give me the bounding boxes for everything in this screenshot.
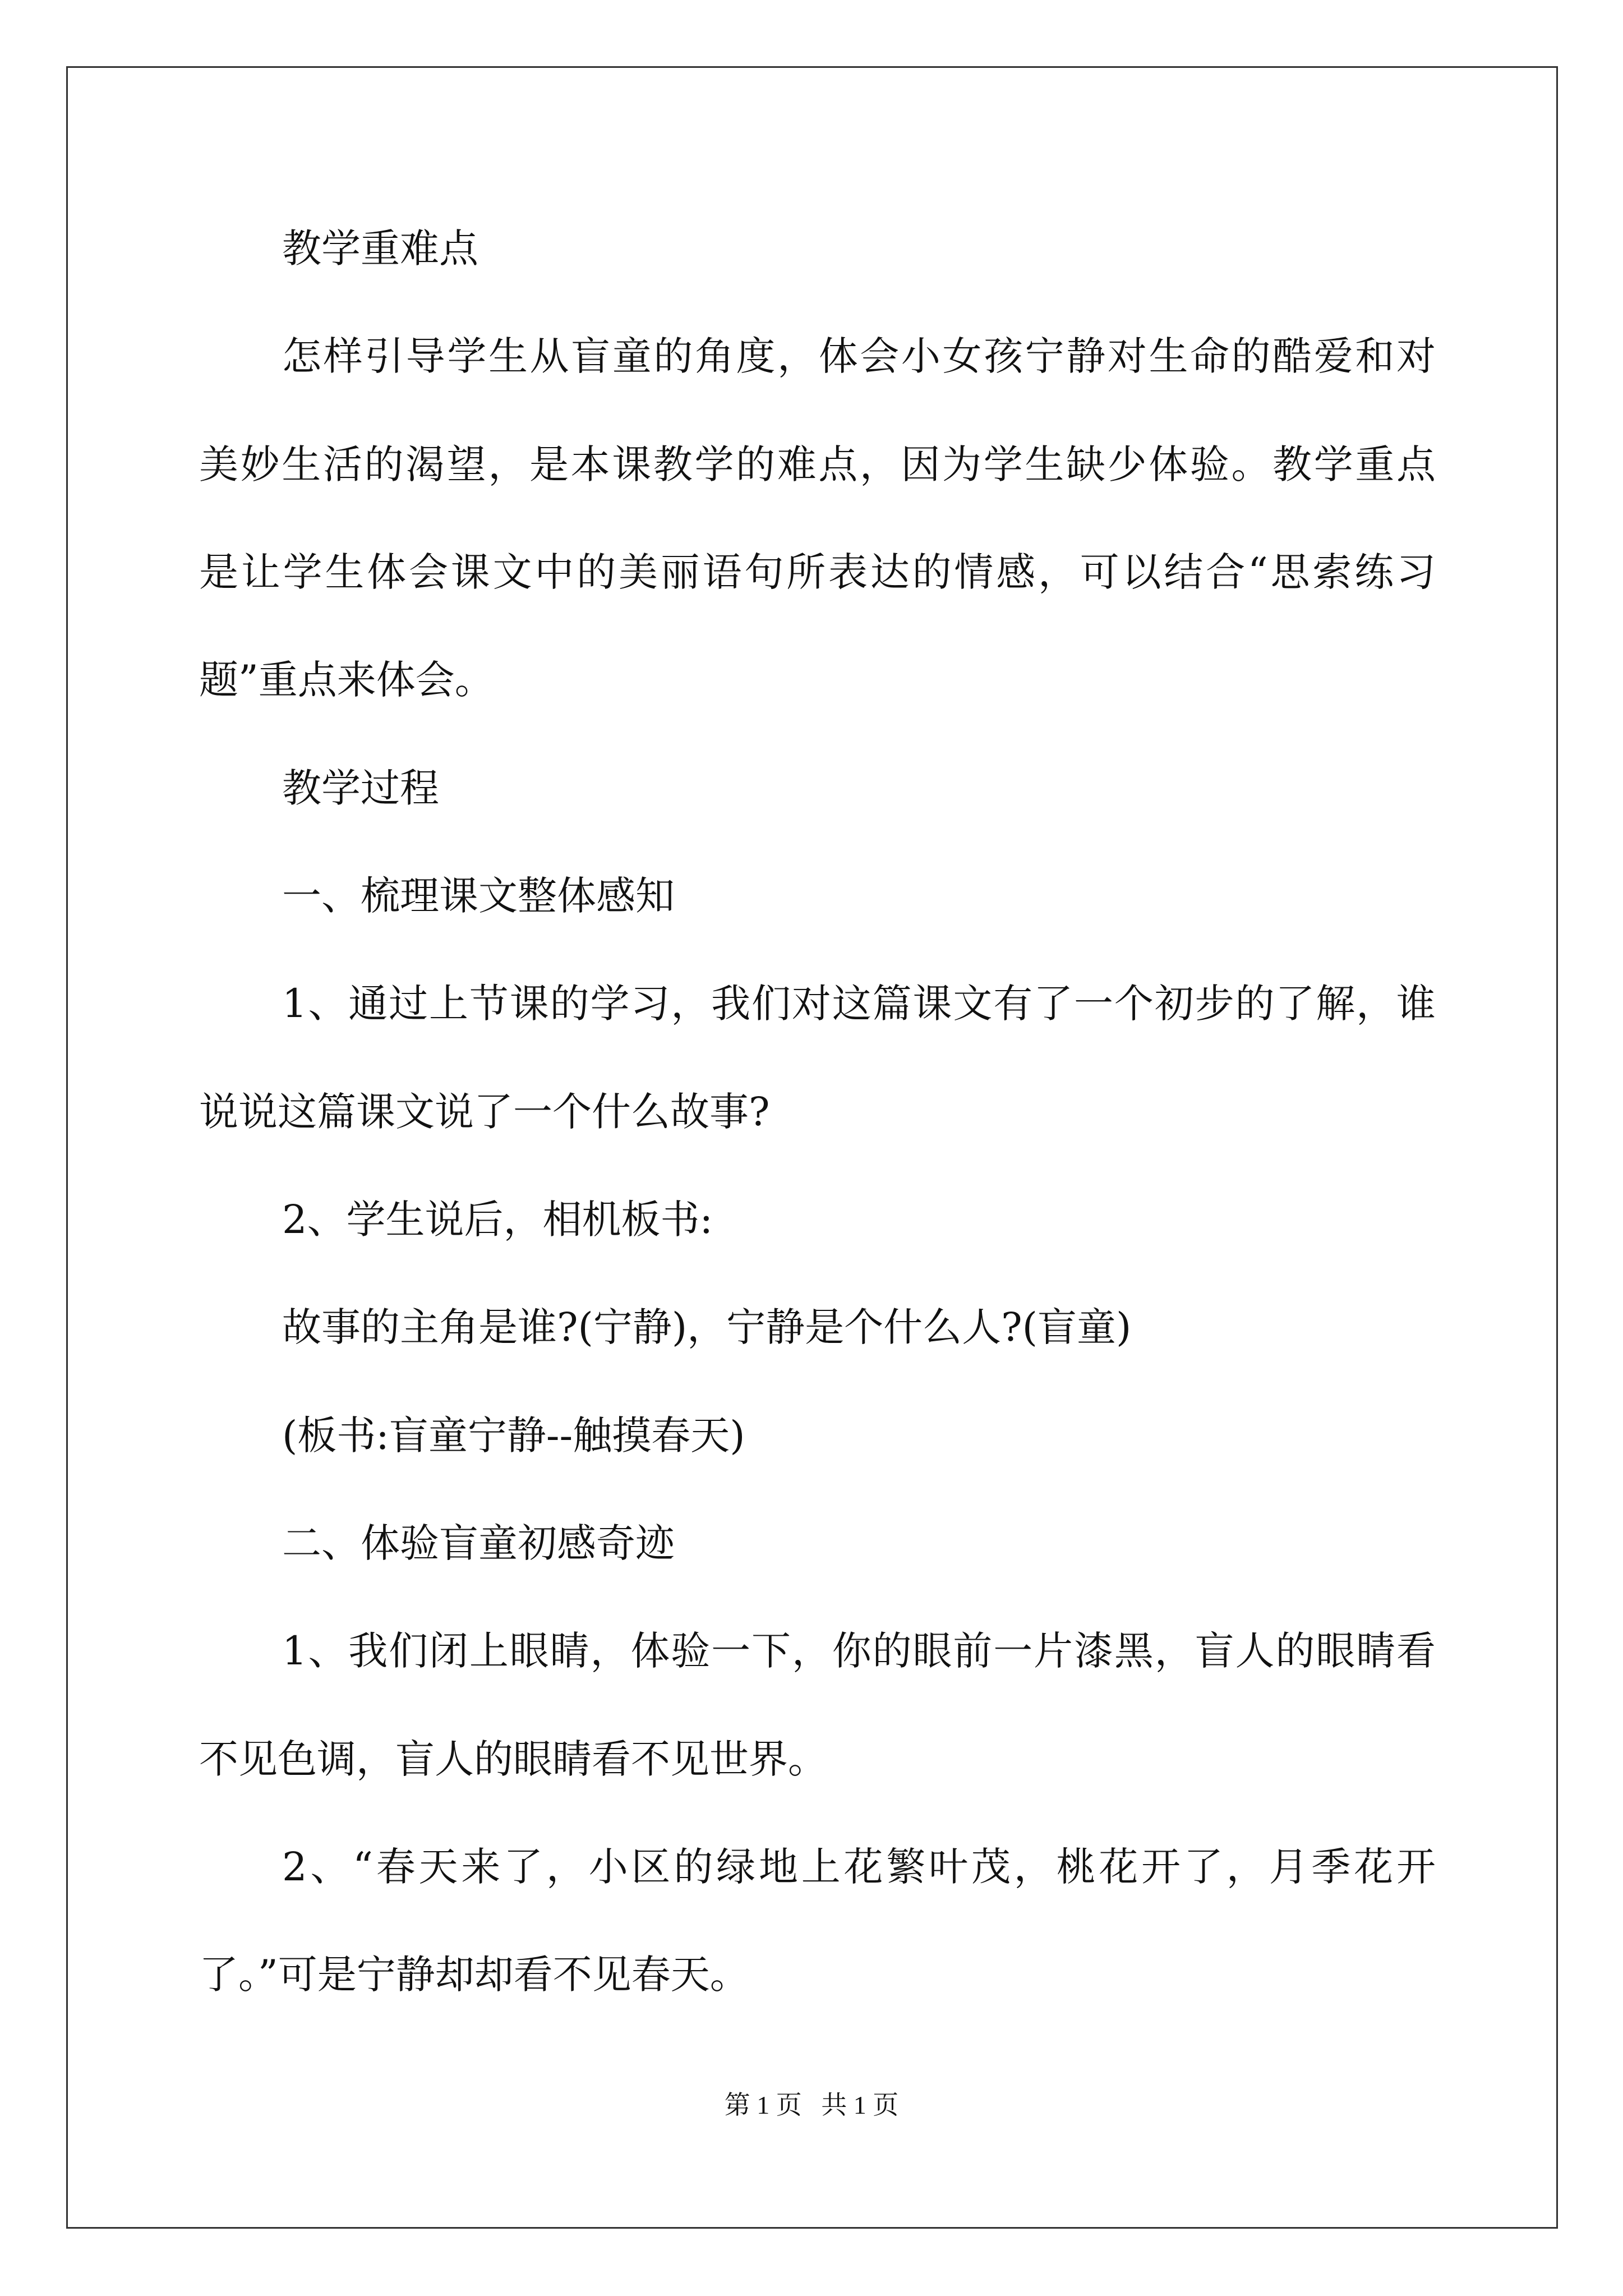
paragraph-line: 美妙生活的渴望，是本课教学的难点，因为学生缺少体验。教学重点 — [199, 441, 1436, 487]
paragraph-line: (板书:盲童宁静--触摸春天) — [282, 1412, 745, 1458]
subsection-heading-1: 一、梳理课文整体感知 — [282, 873, 675, 919]
paragraph-line: 1、我们闭上眼睛，体验一下，你的眼前一片漆黑，盲人的眼睛看 — [282, 1628, 1436, 1674]
subsection-heading-2: 二、体验盲童初感奇迹 — [282, 1520, 675, 1566]
paragraph-line: 了。”可是宁静却却看不见春天。 — [199, 1952, 749, 1998]
section-heading-process: 教学过程 — [282, 765, 439, 811]
paragraph-line: 故事的主角是谁?(宁静)，宁静是个什么人?(盲童) — [282, 1304, 1132, 1350]
page-border — [66, 66, 1558, 2229]
paragraph-line: 怎样引导学生从盲童的角度，体会小女孩宁静对生命的酷爱和对 — [282, 333, 1436, 379]
paragraph-line: 不见色调，盲人的眼睛看不见世界。 — [199, 1736, 827, 1782]
paragraph-line: 是让学生体会课文中的美丽语句所表达的情感，可以结合“思索练习 — [199, 549, 1436, 595]
section-heading-key-points: 教学重难点 — [282, 226, 478, 272]
page-footer: 第 1 页 共 1 页 — [724, 2091, 899, 2119]
paragraph-line: 2、“春天来了，小区的绿地上花繁叶茂，桃花开了，月季花开 — [282, 1844, 1436, 1890]
paragraph-line: 题”重点来体会。 — [199, 657, 494, 703]
paragraph-line: 1、通过上节课的学习，我们对这篇课文有了一个初步的了解，谁 — [282, 981, 1436, 1027]
paragraph-line: 2、学生说后，相机板书: — [282, 1197, 713, 1243]
paragraph-line: 说说这篇课文说了一个什么故事? — [199, 1089, 770, 1135]
